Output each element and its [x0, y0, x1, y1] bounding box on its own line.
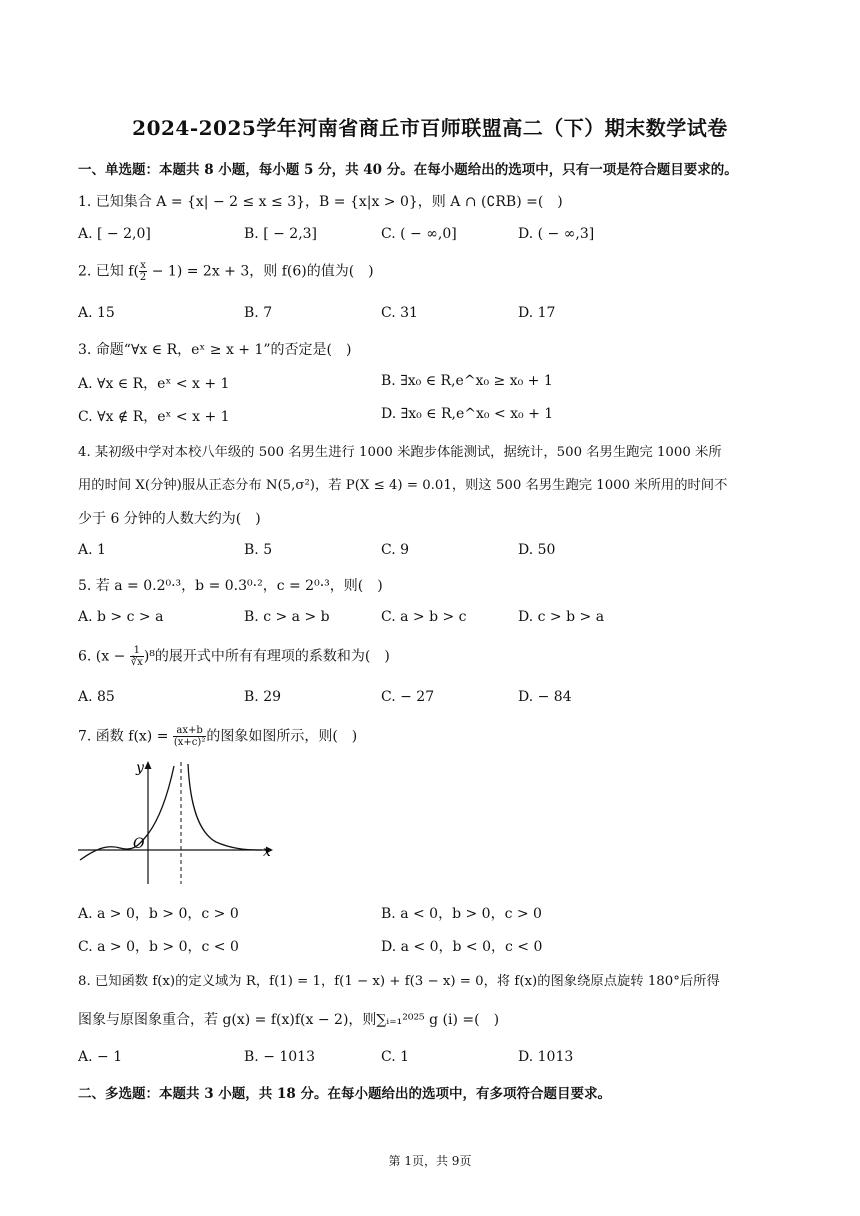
question-7-fraction — [173, 725, 206, 748]
question-8-line-1: 8. 已知函数 f(x)的定义域为 R，f(1) = 1，f(1 − x) + f(3 − x) = 0，将 f(x)的图象绕原点旋转 180°后所得 — [78, 974, 720, 989]
question-6-fraction-denominator: ∛x — [130, 657, 143, 668]
question-1-option-b: B. [ − 2,3] — [244, 226, 318, 242]
question-2-fraction-denominator: 2 — [139, 272, 147, 283]
graph-right-branch — [188, 764, 262, 850]
question-6-option-c: C. − 27 — [381, 689, 435, 705]
question-4-option-a: A. 1 — [78, 542, 106, 558]
question-7-option-a: A. a > 0，b > 0，c > 0 — [78, 906, 239, 922]
question-1-option-c: C. ( − ∞,0] — [381, 226, 457, 242]
question-2-stem-pre: 2. 已知 f( — [78, 263, 139, 280]
question-6-stem-pre: 6. (x − — [78, 648, 130, 665]
graph-y-arrow-icon — [145, 761, 152, 769]
question-3-option-b: B. ∃x₀ ∈ R,e^x₀ ≥ x₀ + 1 — [381, 373, 553, 389]
question-6-option-b: B. 29 — [244, 689, 282, 705]
question-7-stem-post: 的图象如图所示，则( ) — [206, 728, 358, 745]
question-2-option-d: D. 17 — [518, 305, 556, 321]
question-8-option-d: D. 1013 — [518, 1049, 574, 1065]
question-3-option-d: D. ∃x₀ ∈ R,e^x₀ < x₀ + 1 — [381, 406, 554, 422]
question-6-fraction-numerator: 1 — [130, 645, 144, 657]
question-7-option-b: B. a < 0，b > 0，c > 0 — [381, 906, 542, 922]
question-6-stem-post: )⁸的展开式中所有有理项的系数和为( ) — [143, 648, 390, 665]
question-2-option-a: A. 15 — [78, 305, 115, 321]
question-6-stem — [78, 645, 390, 668]
question-1-option-a: A. [ − 2,0] — [78, 226, 151, 242]
question-7-option-d: D. a < 0，b < 0，c < 0 — [381, 939, 543, 955]
question-7-fraction-denominator: (x+c)² — [173, 737, 206, 748]
question-2-stem-post: − 1) = 2x + 3，则 f(6)的值为( ) — [147, 263, 374, 280]
question-8-option-c: C. 1 — [381, 1049, 410, 1065]
graph-left-branch — [80, 766, 174, 860]
section-single-choice-heading: 一、单选题：本题共 8 小题，每小题 5 分，共 40 分。在每小题给出的选项中，只有一项是符合题目要求的。 — [78, 162, 738, 178]
question-6-fraction — [130, 645, 144, 668]
question-7-stem-pre: 7. 函数 f(x) = — [78, 728, 173, 745]
question-1-option-d: D. ( − ∞,3] — [518, 226, 595, 242]
question-8-option-a: A. − 1 — [78, 1049, 123, 1065]
question-3-stem: 3. 命题“∀x ∈ R，eˣ ≥ x + 1”的否定是( ) — [78, 342, 352, 358]
question-5-stem: 5. 若 a = 0.2⁰·³，b = 0.3⁰·²，c = 2⁰·³，则( ) — [78, 578, 383, 594]
question-7-function-graph — [76, 756, 276, 888]
question-5-option-b: B. c > a > b — [244, 609, 330, 625]
question-6-option-a: A. 85 — [78, 689, 115, 705]
question-5-option-c: C. a > b > c — [381, 609, 467, 625]
question-4-option-d: D. 50 — [518, 542, 556, 558]
question-4-line-3: 少于 6 分钟的人数大约为( ) — [78, 511, 261, 527]
question-1-stem: 1. 已知集合 A = {x| − 2 ≤ x ≤ 3}，B = {x|x > 0}，则 A ∩ (∁RB) =( ) — [78, 194, 563, 210]
graph-y-label: y — [136, 760, 144, 776]
question-6-option-d: D. − 84 — [518, 689, 572, 705]
graph-x-label: x — [263, 844, 271, 860]
question-4-option-b: B. 5 — [244, 542, 273, 558]
question-3-option-a: A. ∀x ∈ R，eˣ < x + 1 — [78, 376, 230, 392]
question-2-option-c: C. 31 — [381, 305, 418, 321]
question-8-line-2: 图象与原图象重合，若 g(x) = f(x)f(x − 2)，则∑ᵢ₌₁²⁰²⁵ g (i) =( ) — [78, 1012, 500, 1028]
question-7-stem — [78, 725, 357, 748]
exam-title: 2024-2025学年河南省商丘市百师联盟高二（下）期末数学试卷 — [132, 116, 728, 140]
question-2-option-b: B. 7 — [244, 305, 273, 321]
question-5-option-d: D. c > b > a — [518, 609, 605, 625]
question-4-option-c: C. 9 — [381, 542, 410, 558]
question-3-option-c: C. ∀x ∉ R，eˣ < x + 1 — [78, 409, 230, 425]
question-2-fraction-numerator: x — [140, 260, 146, 271]
page-footer: 第 1页，共 9页 — [388, 1154, 472, 1168]
question-2-stem — [78, 260, 374, 283]
question-7-fraction-numerator: ax+b — [173, 725, 206, 737]
question-8-option-b: B. − 1013 — [244, 1049, 315, 1065]
section-multiple-choice-heading: 二、多选题：本题共 3 小题，共 18 分。在每小题给出的选项中，有多项符合题目要求。 — [78, 1086, 611, 1102]
question-7-option-c: C. a > 0，b > 0，c < 0 — [78, 939, 239, 955]
question-5-option-a: A. b > c > a — [78, 609, 164, 625]
question-4-line-2: 用的时间 X(分钟)服从正态分布 N(5,σ²)，若 P(X ≤ 4) = 0.01，则这 500 名男生跑完 1000 米所用的时间不 — [78, 478, 728, 493]
question-4-line-1: 4. 某初级中学对本校八年级的 500 名男生进行 1000 米跑步体能测试，据统计，500 名男生跑完 1000 米所 — [78, 445, 722, 460]
graph-origin-label: O — [133, 836, 145, 852]
